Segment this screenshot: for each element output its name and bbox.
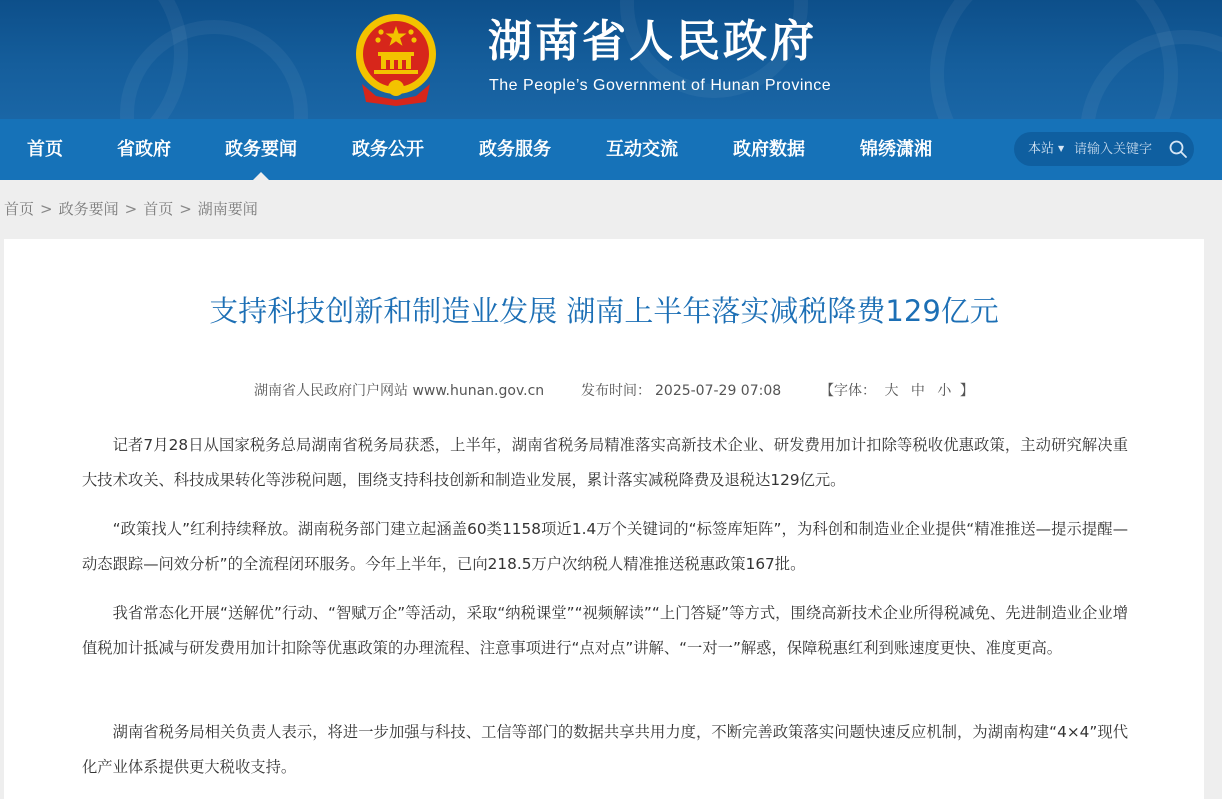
breadcrumb [4, 198, 258, 219]
search-input[interactable] [1074, 139, 1166, 159]
site-title: 湖南省人民政府 [488, 16, 817, 67]
article-source: 湖南省人民政府门户网站 www.hunan.gov.cn [254, 383, 545, 399]
article-title: 支持科技创新和制造业发展 湖南上半年落实减税降费129亿元 [209, 294, 999, 328]
search-scope-select[interactable] [1028, 132, 1064, 167]
font-size-close: 】 [959, 383, 974, 399]
nav-item-home[interactable]: 首页 [27, 139, 63, 160]
article-paragraph: 记者7月28日从国家税务总局湖南省税务局获悉，上半年，湖南省税务局精准落实高新技术企业、研发费用加计扣除等税收优惠政策，主动研究解决重大技术攻关、科技成果转化等涉税问题，围绕支持科技创新和制造业发展，累计落实减税降费及退税达129亿元。 [82, 436, 1128, 489]
article-publish-time [581, 380, 781, 400]
font-size-switcher [820, 380, 974, 400]
caret-down-icon: ▼ [1058, 144, 1065, 153]
main-nav [0, 119, 1222, 180]
breadcrumb-link-hunan-news[interactable]: 湖南要闻 [197, 200, 258, 218]
site-banner [0, 0, 1222, 119]
nav-item-interaction[interactable]: 互动交流 [606, 139, 678, 160]
nav-item-government-news[interactable]: 政务要闻 [225, 119, 297, 180]
nav-item-government-data[interactable]: 政府数据 [733, 139, 805, 160]
breadcrumb-separator: > [124, 200, 138, 218]
nav-item-government-services[interactable]: 政务服务 [479, 139, 551, 160]
nav-item-provincial-government[interactable]: 省政府 [117, 139, 171, 160]
site-subtitle: The People’s Government of Hunan Province [489, 77, 832, 94]
font-size-small-button[interactable]: 小 [937, 383, 952, 399]
breadcrumb-link-home[interactable]: 首页 [4, 200, 35, 218]
article-paragraph: 湖南省税务局相关负责人表示，将进一步加强与科技、工信等部门的数据共享共用力度，不断完善政策落实问题快速反应机制，为湖南构建“4×4”现代化产业体系提供更大税收支持。 [82, 723, 1128, 776]
font-size-large-button[interactable]: 大 [884, 383, 899, 399]
font-size-label: 【字体： [820, 383, 876, 399]
article-paragraph: “政策找人”红利持续释放。湖南税务部门建立起涵盖60类1158项近1.4万个关键词的“标签库矩阵”，为科创和制造业企业提供“精准推送—提示提醒—动态跟踪—问效分析”的全流程闭环服务。今年上半年，已向218.5万户次纳税人精准推送税惠政策167批。 [82, 520, 1128, 573]
nav-item-hunan-scenery[interactable]: 锦绣潇湘 [860, 139, 932, 160]
publish-time-value: 2025-07-29 07:08 [655, 383, 782, 399]
publish-time-label: 发布时间： [581, 383, 651, 399]
search-icon[interactable] [1168, 139, 1188, 159]
nav-item-government-affairs-open[interactable]: 政务公开 [352, 139, 424, 160]
font-size-medium-button[interactable]: 中 [910, 383, 925, 399]
breadcrumb-link-government-news[interactable]: 政务要闻 [58, 200, 119, 218]
search-scope-label: 本站 [1028, 141, 1055, 157]
national-emblem-icon [352, 10, 440, 106]
article-paragraph: 我省常态化开展“送解优”行动、“智赋万企”等活动，采取“纳税课堂”“视频解读”“上门答疑”等方式，围绕高新技术企业所得税减免、先进制造业企业增值税加计抵减与研发费用加计扣除等优惠政策的办理流程、注意事项进行“点对点”讲解、“一对一”解惑，保障税惠红利到账速度更快、准度更高。 [82, 604, 1128, 657]
article-panel [4, 239, 1204, 799]
breadcrumb-link-home-2[interactable]: 首页 [143, 200, 174, 218]
breadcrumb-separator: > [40, 200, 53, 218]
site-search [1014, 132, 1194, 166]
breadcrumb-separator: > [179, 200, 192, 218]
